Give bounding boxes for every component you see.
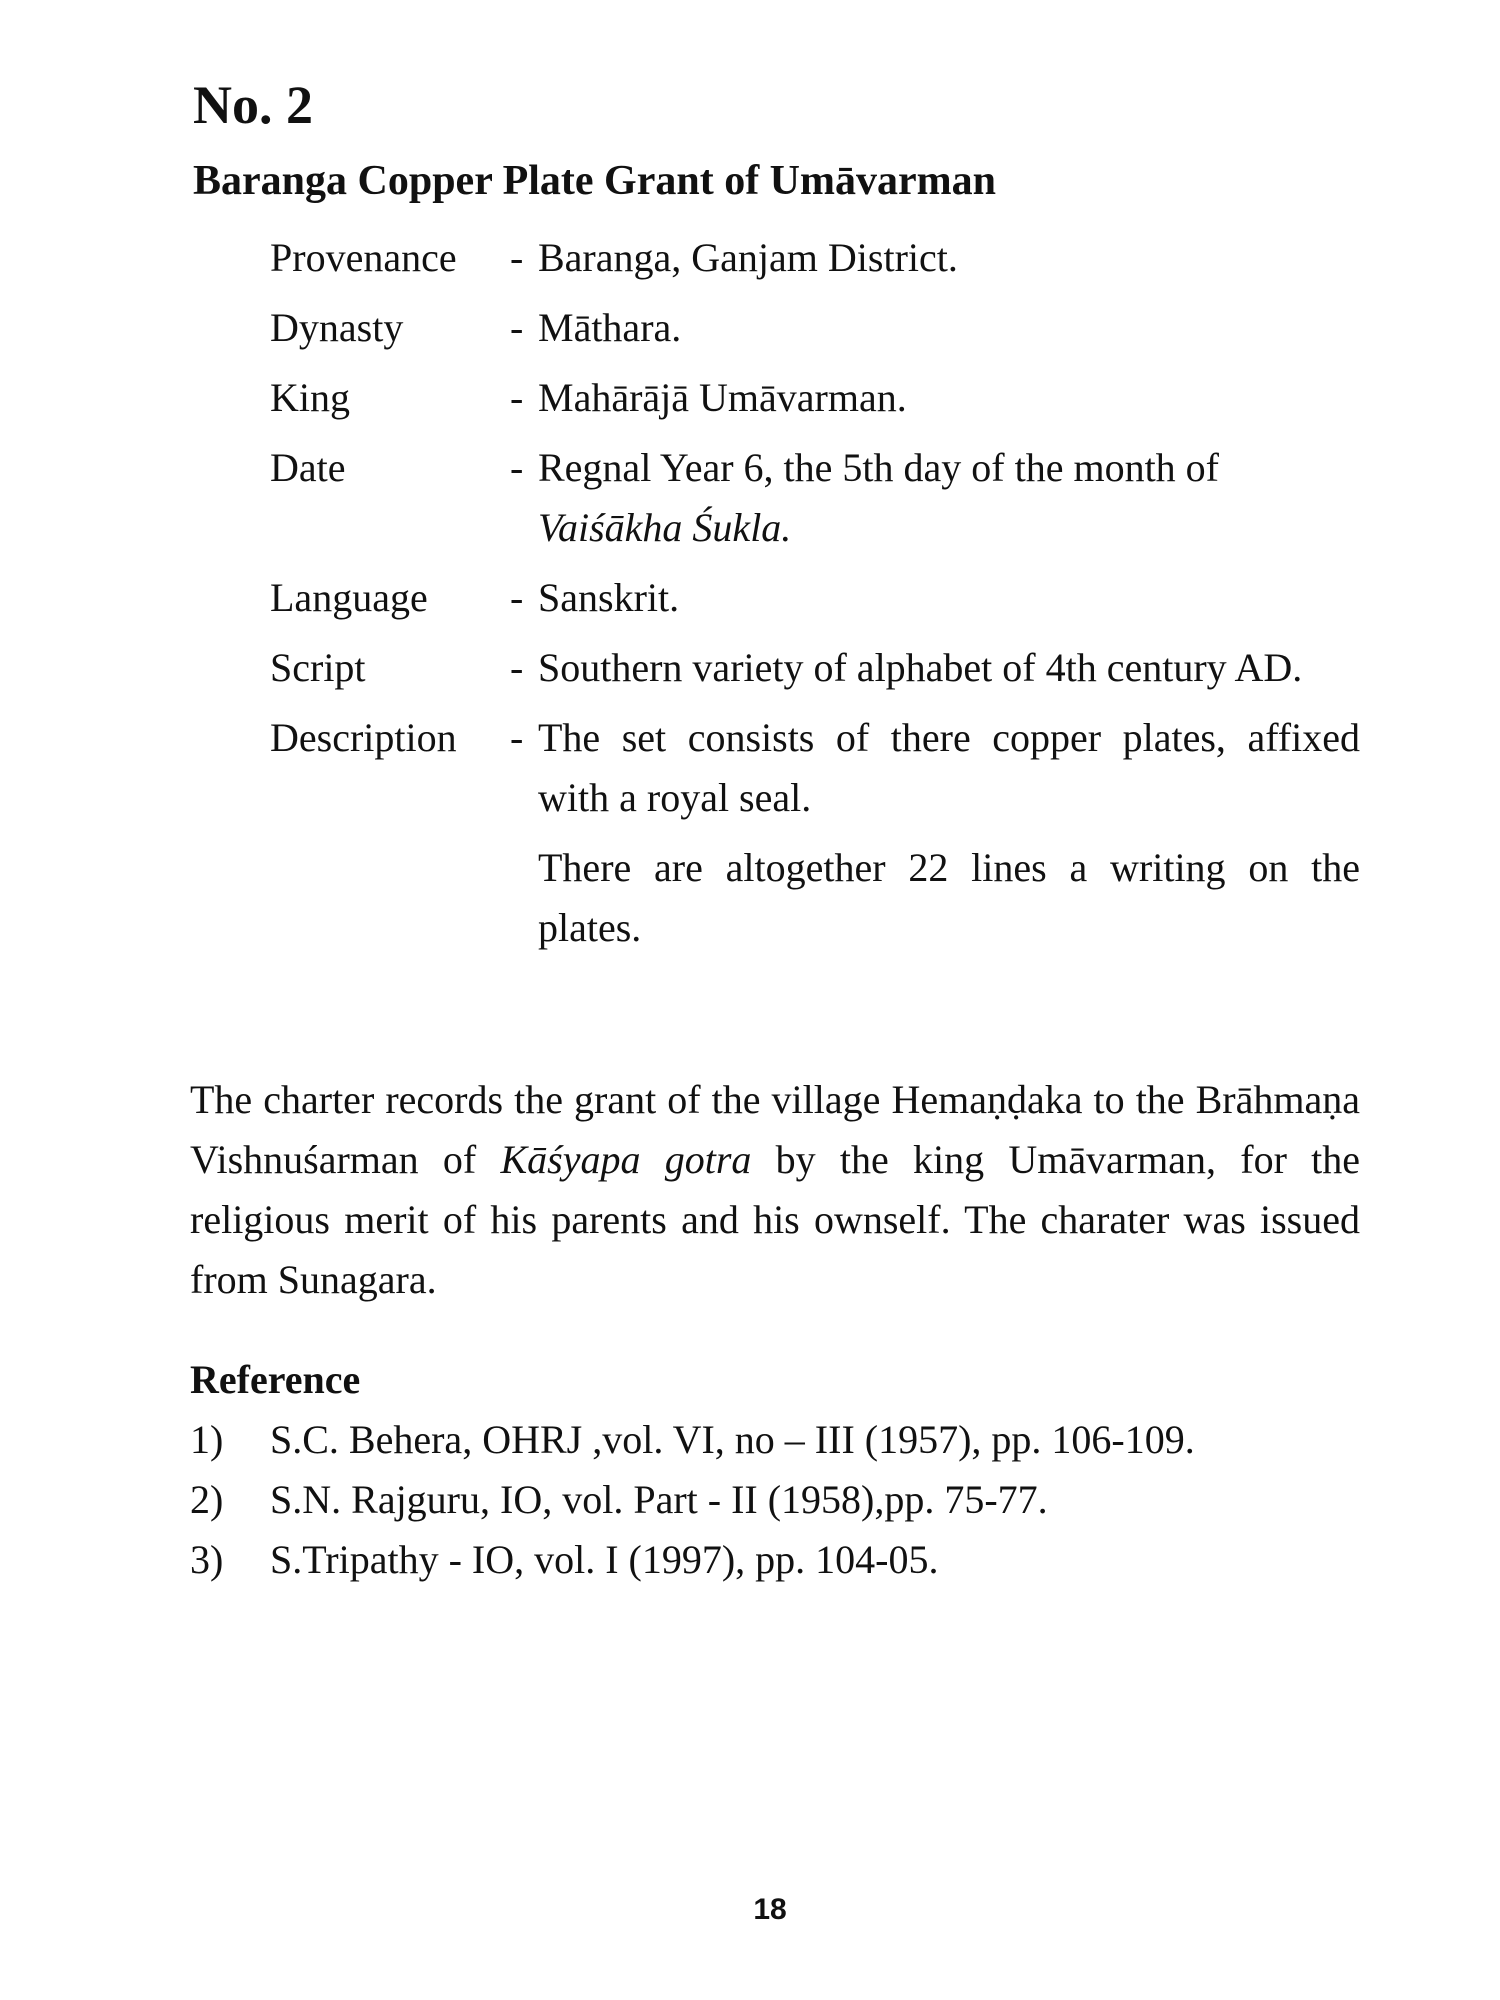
detail-row-description [270, 708, 1360, 958]
summary-text-gotra: Kāśyapa gotra [500, 1137, 752, 1182]
detail-row-king [270, 368, 1360, 428]
reference-text: S.N. Rajguru, IO, vol. Part - II (1958),pp. 75-77. [270, 1477, 1048, 1522]
reference-number: 2) [190, 1477, 224, 1522]
reference-list [190, 1410, 1360, 1590]
detail-label: Description [270, 715, 457, 760]
reference-heading: Reference [190, 1357, 361, 1402]
detail-dash: - [510, 445, 524, 490]
detail-dash: - [510, 235, 524, 280]
reference-item [190, 1410, 1360, 1470]
description-value-text: The set consists of there copper plates, affixed with a royal seal. [538, 715, 1360, 820]
detail-row-dynasty [270, 298, 1360, 358]
summary-paragraph [190, 1070, 1360, 1310]
detail-label: Provenance [270, 235, 457, 280]
date-value-month: Vaiśākha Śukla. [538, 505, 792, 550]
reference-text: S.Tripathy - IO, vol. I (1997), pp. 104-05. [270, 1537, 939, 1582]
summary-text-part1: The charter records the grant of the village Hemaṇḍaka to the Brāhmaṇa Vishnuśarman of [190, 1077, 1360, 1182]
reference-number: 1) [190, 1417, 224, 1462]
detail-row-language [270, 568, 1360, 628]
detail-dash: - [510, 305, 524, 350]
detail-dash: - [510, 575, 524, 620]
detail-label: Dynasty [270, 305, 404, 350]
detail-label: Script [270, 645, 366, 690]
detail-label: Date [270, 445, 346, 490]
details-table [270, 228, 1360, 968]
date-value-text: Regnal Year 6, the 5th day of the month of [538, 445, 1219, 490]
detail-row-date [270, 438, 1360, 558]
detail-value: Māthara. [538, 305, 682, 350]
summary-text-part2: by the king Umāvarman, for the religious merit of his parents and his ownself. The charater was issued from Sunagara. [190, 1137, 1361, 1302]
detail-value [538, 708, 1360, 958]
reference-item [190, 1470, 1360, 1530]
reference-number: 3) [190, 1537, 224, 1582]
detail-value: Baranga, Ganjam District. [538, 235, 958, 280]
entry-title: Baranga Copper Plate Grant of Umāvarman [193, 158, 996, 204]
detail-label: Language [270, 575, 428, 620]
detail-dash: - [510, 715, 524, 760]
detail-label: King [270, 375, 350, 420]
detail-dash: - [510, 645, 524, 690]
detail-dash: - [510, 375, 524, 420]
detail-value [538, 438, 1360, 558]
detail-value: Mahārājā Umāvarman. [538, 375, 907, 420]
reference-item [190, 1530, 1360, 1590]
reference-text: S.C. Behera, OHRJ ,vol. VI, no – III (1957), pp. 106-109. [270, 1417, 1195, 1462]
entry-number: No. 2 [193, 75, 313, 135]
detail-row-script [270, 638, 1360, 698]
detail-value: Sanskrit. [538, 575, 680, 620]
detail-value: Southern variety of alphabet of 4th century AD. [538, 645, 1303, 690]
description-value-extra: There are altogether 22 lines a writing on the plates. [538, 845, 1360, 950]
detail-row-provenance [270, 228, 1360, 288]
page-number: 18 [753, 1893, 787, 1926]
